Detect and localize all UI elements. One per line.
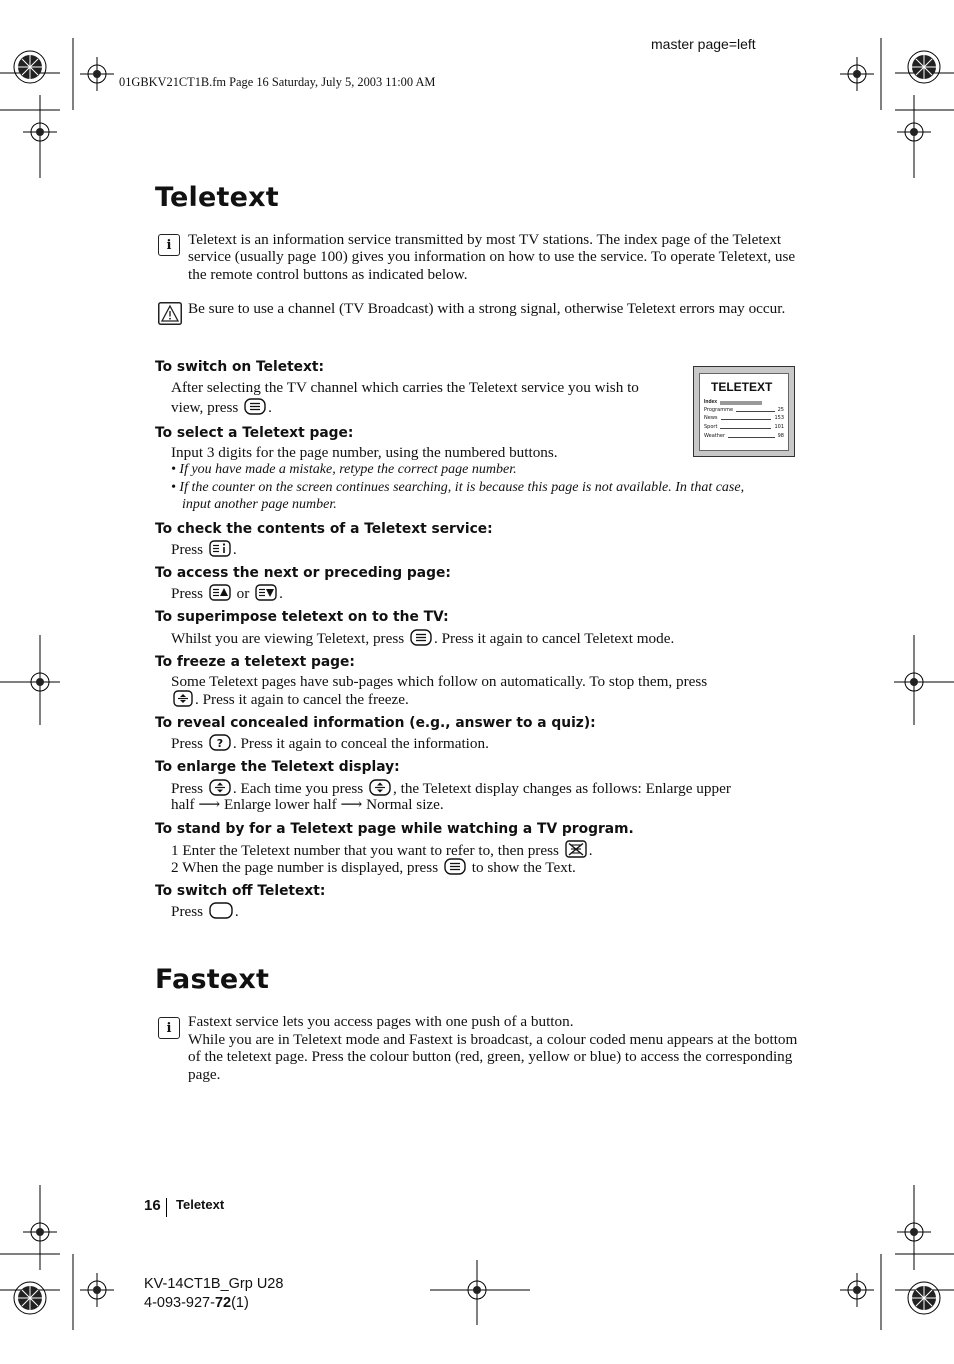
arrow-right-icon: ⟶: [340, 796, 363, 813]
enlarge-button-icon: [369, 779, 391, 796]
enlarge-button-icon: [209, 779, 231, 796]
crop-mark-middle-left: [0, 630, 70, 730]
heading-reveal: To reveal concealed information (e.g., answer to a quiz):: [155, 715, 596, 731]
standby-page-button-icon: [565, 840, 587, 858]
check-contents-line: Press .: [171, 541, 237, 558]
standby-step-1: 1 Enter the Teletext number that you want to refer to, then press .: [171, 842, 593, 859]
fastext-line1: Fastext service lets you access pages with one push of a button.: [188, 1013, 574, 1030]
teletext-screen-row: News 153: [704, 415, 784, 421]
page-number: 16: [144, 1197, 161, 1214]
switch-on-line1: After selecting the TV channel which carries the Teletext service you wish to: [171, 379, 639, 396]
heading-enlarge: To enlarge the Teletext display:: [155, 759, 400, 775]
freeze-line1: Some Teletext pages have sub-pages which follow on automatically. To stop them, press: [171, 673, 708, 690]
superimpose-line: Whilst you are viewing Teletext, press . Press it again to cancel Teletext mode.: [171, 630, 675, 647]
select-page-bullet-2-cont: input another page number.: [182, 497, 337, 512]
switch-on-line2: view, press .: [171, 399, 272, 416]
standby-step-2: 2 When the page number is displayed, press to show the Text.: [171, 859, 576, 876]
select-page-bullet-2: • If the counter on the screen continues searching, it is because this page is not available. In that case,: [171, 480, 745, 495]
fastext-title: Fastext: [155, 964, 270, 995]
arrow-right-icon: ⟶: [198, 796, 221, 813]
heading-superimpose: To superimpose teletext on to the TV:: [155, 609, 449, 625]
info-note-icon: i: [158, 234, 180, 256]
crop-mark-bottom-right: [800, 1180, 954, 1364]
master-page-label: master page=left: [651, 36, 756, 52]
svg-text:?: ?: [216, 737, 224, 750]
heading-select-page: To select a Teletext page:: [155, 425, 354, 441]
select-page-text: Input 3 digits for the page number, using the numbered buttons.: [171, 444, 558, 461]
teletext-screen-row: Sport 101: [704, 424, 784, 430]
info-note-icon: i: [158, 1017, 180, 1039]
text-button-icon: [444, 858, 466, 875]
crop-mark-top-left: [0, 0, 130, 190]
part-number: 4-093-927-72(1): [144, 1295, 249, 1311]
page-down-button-icon: [255, 584, 277, 601]
reveal-line: Press ? . Press it again to conceal the information.: [171, 735, 489, 752]
crop-mark-bottom-left: [0, 1180, 130, 1364]
file-info-line: 01GBKV21CT1B.fm Page 16 Saturday, July 5, 2003 11:00 AM: [119, 75, 436, 89]
page-title: Teletext: [155, 182, 279, 213]
heading-switch-on: To switch on Teletext:: [155, 359, 325, 375]
fastext-paragraph: While you are in Teletext mode and Fastext is broadcast, a colour coded menu appears at the bottom of the teletext page. Press the colour button (red, green, yellow or blue) to access the corresponding page.: [188, 1031, 798, 1083]
reveal-button-icon: [209, 734, 231, 751]
footer-divider: [166, 1198, 167, 1217]
index-button-icon: [209, 540, 231, 557]
freeze-line2: . Press it again to cancel the freeze.: [171, 690, 409, 708]
heading-freeze: To freeze a teletext page:: [155, 654, 355, 670]
teletext-intro: Teletext is an information service transmitted by most TV stations. The index page of the Teletext service (usually page 100) gives you information on how to use the service. To operate Teletext, use the remote control buttons as indicated below.: [188, 231, 796, 283]
index-highlight-bar: [720, 401, 762, 405]
teletext-warning: Be sure to use a channel (TV Broadcast) with a strong signal, otherwise Teletext errors may occur.: [188, 300, 786, 317]
switch-off-line: Press .: [171, 903, 239, 920]
model-code: KV-14CT1B_Grp U28: [144, 1276, 284, 1292]
teletext-screen-row: Weather 98: [704, 433, 784, 439]
enlarge-line1: Press . Each time you press , the Teletext display changes as follows: Enlarge upper: [171, 780, 731, 797]
crop-mark-top-right: [800, 0, 954, 190]
warning-triangle-icon: [158, 302, 182, 325]
crop-mark-middle-right: [884, 630, 954, 730]
text-button-icon: [410, 629, 432, 646]
heading-switch-off: To switch off Teletext:: [155, 883, 326, 899]
teletext-screen-row: Programme 25: [704, 407, 784, 413]
teletext-screen-title: TELETEXT: [711, 380, 773, 394]
heading-standby: To stand by for a Teletext page while watching a TV program.: [155, 821, 634, 837]
select-page-bullet-1: • If you have made a mistake, retype the correct page number.: [171, 462, 517, 477]
enlarge-line2: half ⟶ Enlarge lower half ⟶ Normal size.: [171, 796, 444, 813]
next-page-line: Press or .: [171, 585, 283, 602]
footer-section-name: Teletext: [176, 1197, 225, 1212]
heading-next-page: To access the next or preceding page:: [155, 565, 451, 581]
text-button-icon: [244, 398, 266, 415]
hold-button-icon: [173, 690, 193, 707]
teletext-screen-illustration: [693, 366, 795, 457]
teletext-screen-index: Index: [704, 399, 718, 405]
tv-button-icon: [209, 902, 233, 919]
page-up-button-icon: [209, 584, 231, 601]
heading-check-contents: To check the contents of a Teletext service:: [155, 521, 493, 537]
crop-mark-bottom-center: [430, 1255, 530, 1325]
